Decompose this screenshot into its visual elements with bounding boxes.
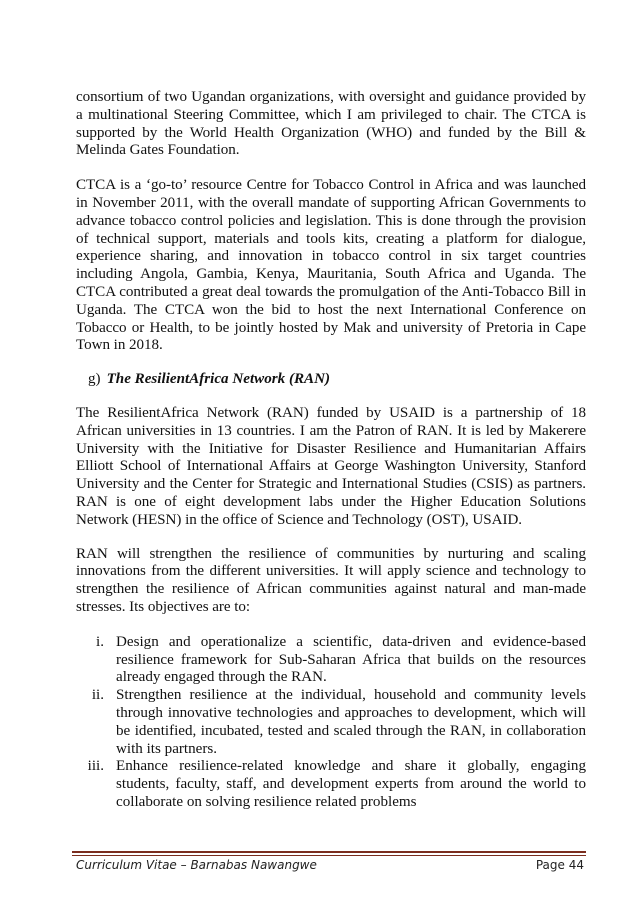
list-item-text: Design and operationalize a scientific, data-driven and evidence-based resilience framework for Sub-Saharan Africa that builds on the resources already engaged through the RAN. <box>116 633 586 686</box>
paragraph-ctca-consortium: consortium of two Ugandan organizations, with oversight and guidance provided by a multinational Steering Committee, which I am privileged to chair. The CTCA is supported by the World Health Organization (WHO) and funded by the Bill & Melinda Gates Foundation. <box>76 89 586 159</box>
page-number: Page 44 <box>535 858 584 872</box>
list-item-number: ii. <box>91 687 104 704</box>
section-heading-ran <box>76 371 586 389</box>
list-item <box>76 634 586 687</box>
footer-title: Curriculum Vitae – Barnabas Nawangwe <box>76 858 317 872</box>
list-item <box>76 687 586 758</box>
heading-title: The ResilientAfrica Network (RAN) <box>106 371 331 388</box>
paragraph-ran-mission: RAN will strengthen the resilience of communities by nurturing and scaling innovations from the different universities. It will apply science and technology to strengthen the resilience of African communities against natural and man-made stresses. Its objectives are to: <box>76 545 586 615</box>
footer-divider <box>72 851 586 856</box>
list-item <box>76 758 586 811</box>
page-footer <box>76 858 584 872</box>
list-item-number: iii. <box>87 758 104 775</box>
objectives-list <box>76 634 586 812</box>
list-item-text: Enhance resilience-related knowledge and share it globally, engaging students, faculty, staff, and development experts from around the world to collaborate on solving resilience related problems <box>116 758 586 810</box>
paragraph-ctca-overview: CTCA is a ‘go-to’ resource Centre for Tobacco Control in Africa and was launched in November 2011, with the overall mandate of supporting African Governments to advance tobacco control policies and legislation. This is done through the provision of technical support, materials and tools kits, creating a platform for dialogue, experience sharing, and innovation in tobacco control in six target countries including Angola, Gambia, Kenya, Mauritania, South Africa and Uganda. The CTCA contributed a great deal towards the promulgation of the Anti-Tobacco Bill in Uganda. The CTCA won the bid to host the next International Conference on Tobacco or Health, to be jointly hosted by Mak and university of Pretoria in Cape Town in 2018. <box>76 177 586 354</box>
document-body <box>76 89 586 812</box>
list-item-number: i. <box>96 633 104 650</box>
list-item-text: Strengthen resilience at the individual, household and community levels through innovative technologies and approaches to development, which will be identified, incubated, tested and scaled through the RAN, in collaboration with its partners. <box>116 687 586 757</box>
heading-marker: g) <box>88 371 101 388</box>
paragraph-ran-overview: The ResilientAfrica Network (RAN) funded by USAID is a partnership of 18 African universities in 13 countries. I am the Patron of RAN. It is led by Makerere University with the Initiative for Disaster Resilience and Humanitarian Affairs Elliott School of International Affairs at George Washington University, Stanford University and the Center for Strategic and International Studies (CSIS) as partners. RAN is one of eight development labs under the Higher Education Solutions Network (HESN) in the office of Science and Technology (OST), USAID. <box>76 404 586 528</box>
